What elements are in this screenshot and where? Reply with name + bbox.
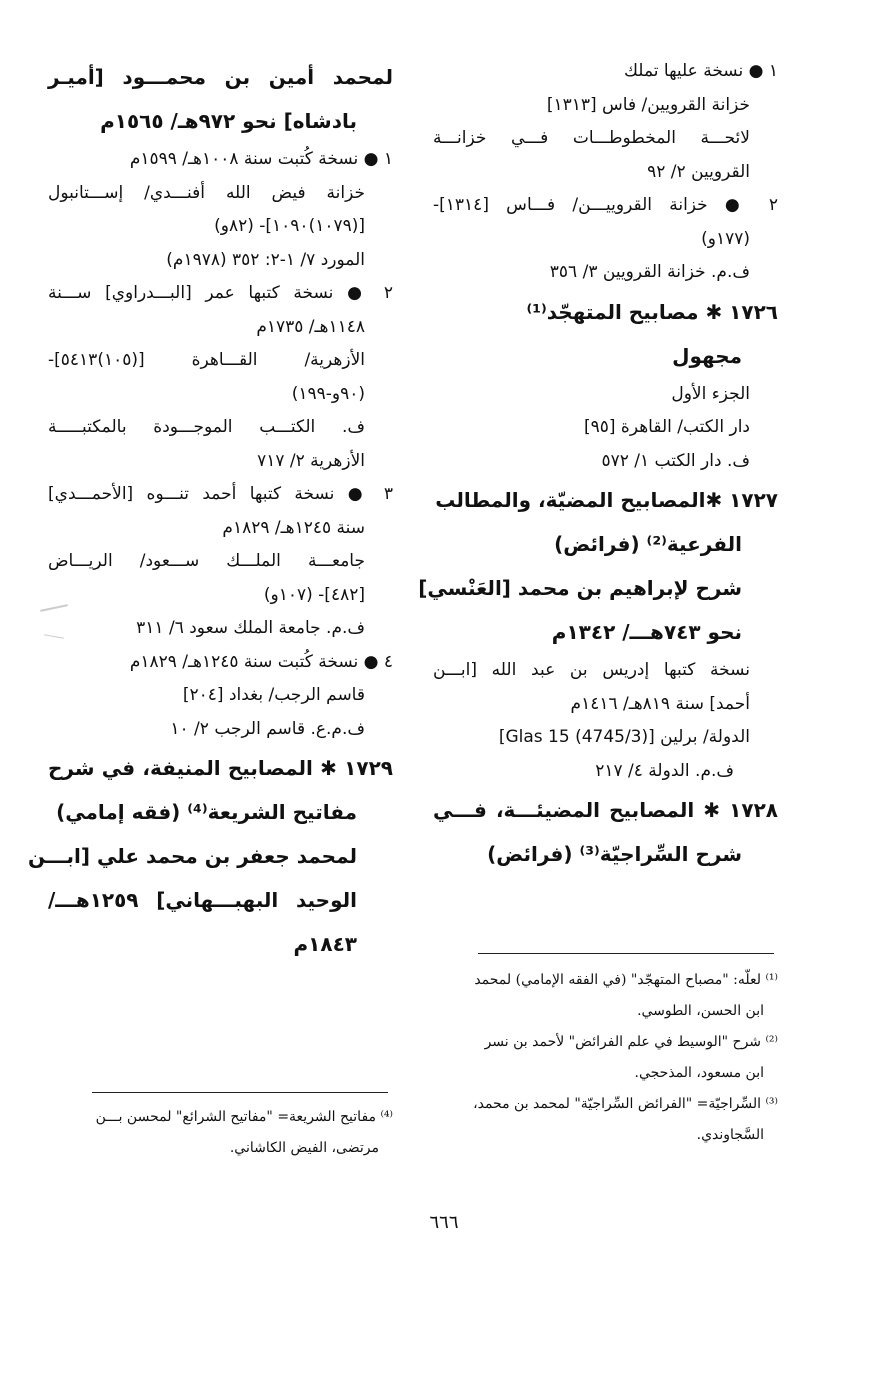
- footnote-line: مرتضى، الفيض الكاشاني.: [229, 1140, 379, 1156]
- entry-line: ٣ ● نسخة كتبها أحمد تنـــوه [الأحمـــدي]: [48, 484, 393, 504]
- entry-line: الأزهرية/ القـــاهرة [(١٠٥)٥٤١٣]-: [48, 350, 365, 370]
- entry-line: أحمد] سنة ٨١٩هـ/ ١٤١٦م: [570, 693, 750, 714]
- entry-line: ١٧٢٧ ✱المصابيح المضيّة، والمطالب: [435, 488, 778, 512]
- entry-line: ١ ● نسخة عليها تملك: [623, 61, 778, 81]
- entry-line: ٤ ● نسخة كُتبت سنة ١٢٤٥هـ/ ١٨٢٩م: [129, 651, 393, 672]
- entry-line: ١١٤٨هـ/ ١٧٣٥م: [256, 316, 365, 337]
- entry-line: الفرعية⁽²⁾ (فرائض): [554, 532, 742, 556]
- footnote-rule-right: [478, 953, 774, 954]
- footnotes-left: [48, 1102, 393, 1164]
- entry-line: لمحمد جعفر بن محمد علي [ابـــن: [28, 844, 357, 868]
- entry-line: ١٧٢٦ ✱ مصابيح المتهجّد⁽¹⁾: [526, 299, 778, 324]
- entry-line: [٤٨٢]- (١٠٧و): [263, 584, 365, 605]
- entry-line: مفاتيح الشريعة⁽⁴⁾ (فقه إمامي): [56, 800, 357, 824]
- entry-line: ف.م. جامعة الملك سعود ٦/ ٣١١: [136, 618, 365, 638]
- entry-line: القرويين ٢/ ٩٢: [647, 161, 750, 182]
- footnotes-right: [433, 965, 778, 1151]
- entry-line: ١ ● نسخة كُتبت سنة ١٠٠٨هـ/ ١٥٩٩م: [129, 149, 393, 169]
- entry-line: سنة ١٢٤٥هـ/ ١٨٢٩م: [222, 517, 365, 538]
- entry-line: دار الكتب/ القاهرة [٩٥]: [583, 417, 750, 437]
- entry-line: جامعـــة الملـــك ســـعود/ الريـــاض: [48, 551, 365, 571]
- entry-line: ف. دار الكتب ١/ ٥٧٢: [601, 450, 750, 471]
- entry-line: نسخة كتبها إدريس بن عبد الله [ابـــن: [433, 660, 750, 680]
- entry-line: ٢ ● نسخة كتبها عمر [البـــدراوي] ســـنة: [48, 283, 393, 303]
- entry-line: الوحيد البهبـــهاني] ١٢٥٩هـــ/: [48, 888, 357, 912]
- entry-line: ف. الكتـــب الموجـــودة بالمكتبـــــة: [48, 417, 365, 437]
- entry-line: الجزء الأول: [671, 383, 750, 404]
- entry-line: قاسم الرجب/ بغداد [٢٠٤]: [182, 685, 365, 705]
- entry-line: ٢ ● خزانة القروييـــن/ فـــاس [١٣١٤]-: [433, 195, 778, 215]
- footnote-line: ⁽²⁾ شرح "الوسيط في علم الفرائض" لأحمد بن نسر: [484, 1034, 778, 1050]
- footnote-line: ⁽³⁾ السِّراجيّة= "الفرائض السِّراجيّة" لمحمد بن محمد،: [473, 1096, 778, 1112]
- entry-line: نحو ٧٤٣هـــ/ ١٣٤٢م: [551, 620, 742, 644]
- entry-line: [(١٠٧٩)١٠٩٠]- (٨٢و): [214, 216, 365, 236]
- page-number: ٦٦٦: [429, 1212, 459, 1233]
- footnote-line: السَّجاوندي.: [696, 1127, 764, 1143]
- entry-line: (١٧٧و): [701, 228, 750, 249]
- entry-line: الدولة/ برلين [Glas 15 (4745/3)]: [498, 727, 750, 747]
- entry-line: بادشاه] نحو ٩٧٢هـ/ ١٥٦٥م: [100, 109, 357, 133]
- right-column: [418, 55, 778, 876]
- footnote-line: ⁽⁴⁾ مفاتيح الشريعة= "مفاتيح الشرائع" لمحسن بـــن: [95, 1109, 393, 1125]
- footnote-line: ابن الحسن، الطوسي.: [637, 1003, 764, 1019]
- entry-line: خزانة القرويين/ فاس [١٣١٣]: [546, 94, 750, 115]
- entry-line: خزانة فيض الله أفنـــدي/ إســـتانبول: [48, 182, 365, 203]
- entry-line: لائحـــة المخطوطـــات فـــي خزانـــة: [433, 128, 750, 148]
- entry-line: مجهول: [672, 343, 742, 368]
- entry-line: المورد ٧/ ١-٢: ٣٥٢ (١٩٧٨م): [166, 249, 365, 270]
- entry-line: شرح لإبراهيم بن محمد [العَنْسي]: [418, 576, 742, 600]
- entry-line: لمحمد أمين بن محمـــود [أميـر: [48, 65, 393, 89]
- footnote-rule-left: [92, 1092, 388, 1093]
- entry-line: شرح السِّراجيّة⁽³⁾ (فرائض): [487, 842, 742, 866]
- entry-line: ف.م. خزانة القرويين ٣/ ٣٥٦: [549, 262, 750, 282]
- entry-line: ف.م. الدولة ٤/ ٢١٧: [595, 760, 734, 781]
- entry-line: (٩٠و-١٩٩): [291, 383, 365, 404]
- entry-line: ١٧٢٨ ✱ المصابيح المضيئـــة، فـــي: [433, 798, 778, 822]
- footnote-line: ⁽¹⁾ لعلّه: "مصباح المتهجّد" (في الفقه الإمامي) لمحمد: [474, 972, 778, 988]
- entry-line: الأزهرية ٢/ ٧١٧: [257, 450, 365, 471]
- entry-line: ١٧٢٩ ✱ المصابيح المنيفة، في شرح: [48, 756, 393, 780]
- entry-line: ف.م.ع. قاسم الرجب ٢/ ١٠: [170, 718, 365, 739]
- left-column: [28, 55, 393, 966]
- footnote-line: ابن مسعود، المذحجي.: [634, 1065, 764, 1081]
- entry-line: ١٨٤٣م: [293, 932, 357, 956]
